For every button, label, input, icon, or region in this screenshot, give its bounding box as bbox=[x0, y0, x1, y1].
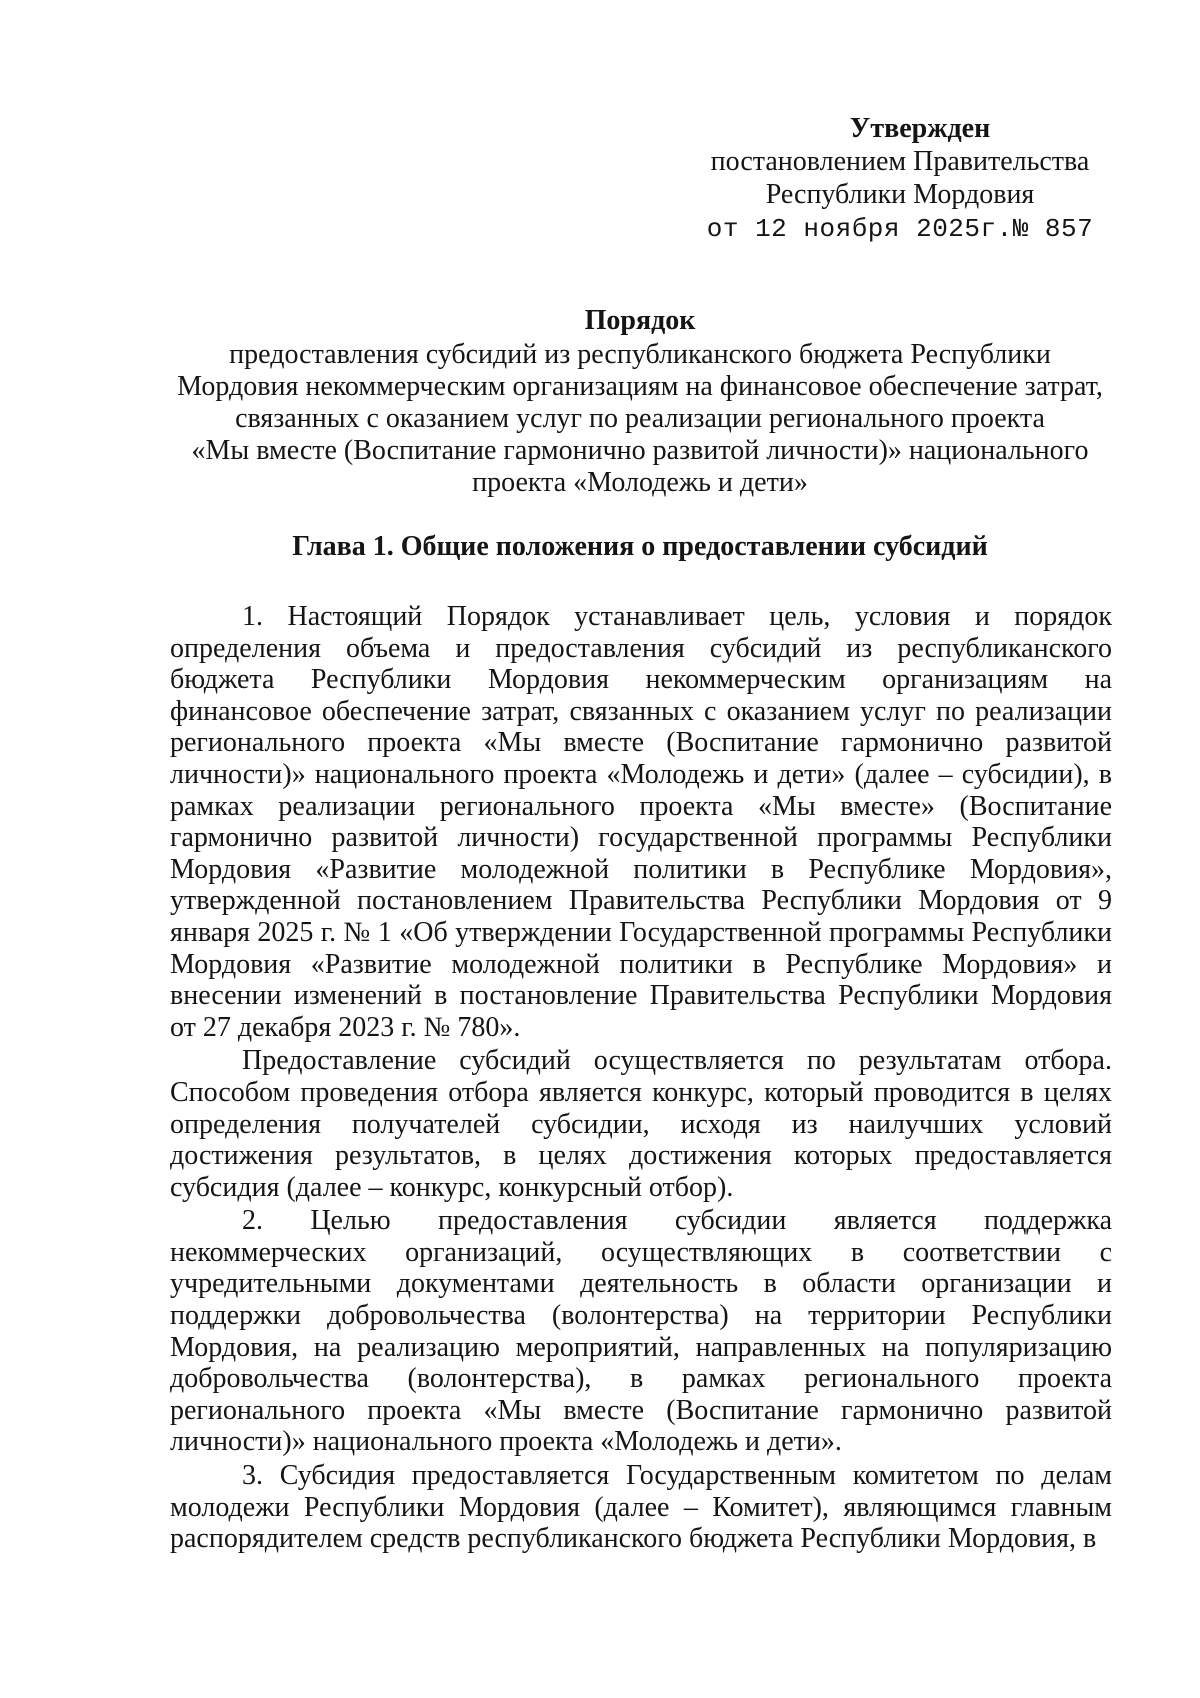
title-line: предоставления субсидий из республиканского бюджета Республики bbox=[229, 339, 1051, 370]
paragraph-1-continued: Предоставление субсидий осуществляется по результатам отбора. Способом проведения отбора является конкурс, который проводится в целях определения получателей субсидии, исходя из наилучших условий достижения результатов, в целях достижения которых предоставляется субсидия (далее – конкурс, конкурсный отбор). bbox=[170, 1045, 1112, 1203]
chapter-heading: Глава 1. Общие положения о предоставлении субсидий bbox=[292, 531, 988, 562]
document-title-block bbox=[170, 305, 1110, 499]
title-line: «Мы вместе (Воспитание гармонично развитой личности)» национального bbox=[191, 435, 1089, 466]
document-title: Порядок bbox=[584, 305, 696, 336]
approval-line-2: Республики Мордовия bbox=[765, 179, 1035, 210]
approval-heading: Утвержден bbox=[849, 113, 991, 144]
paragraph-2: 2. Целью предоставления субсидии является поддержка некоммерческих организаций, осуществляющих в соответствии с учредительными документами деятельность в области организации и поддержки добровольчества (волонтерства) на территории Республики Мордовия, на реализацию мероприятий, направленных на популяризацию добровольчества (волонтерства), в рамках регионального проекта регионального проекта «Мы вместе (Воспитание гармонично развитой личности)» национального проекта «Молодежь и дети». bbox=[170, 1205, 1112, 1458]
title-line: связанных с оказанием услуг по реализации регионального проекта bbox=[235, 403, 1045, 434]
document-body bbox=[170, 601, 1112, 1555]
approval-line-1: постановлением Правительства bbox=[710, 146, 1090, 177]
approval-date-number: от 12 ноября 2025г.№ 857 bbox=[706, 214, 1094, 244]
paragraph-3: 3. Субсидия предоставляется Государственным комитетом по делам молодежи Республики Мордовия (далее – Комитет), являющимся главным распорядителем средств республиканского бюджета Республики Мордовия, в bbox=[170, 1460, 1112, 1555]
title-line: Мордовия некоммерческим организациям на финансовое обеспечение затрат, bbox=[177, 371, 1103, 402]
approval-block bbox=[680, 112, 1120, 246]
paragraph-1: 1. Настоящий Порядок устанавливает цель, условия и порядок определения объема и предоставления субсидий из республиканского бюджета Республики Мордовия некоммерческим организациям на финансовое обеспечение затрат, связанных с оказанием услуг по реализации регионального проекта «Мы вместе (Воспитание гармонично развитой личности)» национального проекта «Молодежь и дети» (далее – субсидии), в рамках реализации регионального проекта «Мы вместе» (Воспитание гармонично развитой личности) государственной программы Республики Мордовия «Развитие молодежной политики в Республике Мордовия», утвержденной постановлением Правительства Республики Мордовия от 9 января 2025 г. № 1 «Об утверждении Государственной программы Республики Мордовия «Развитие молодежной политики в Республике Мордовия» и внесении изменений в постановление Правительства Республики Мордовия от 27 декабря 2023 г. № 780». bbox=[170, 601, 1112, 1043]
title-line: проекта «Молодежь и дети» bbox=[472, 467, 808, 498]
